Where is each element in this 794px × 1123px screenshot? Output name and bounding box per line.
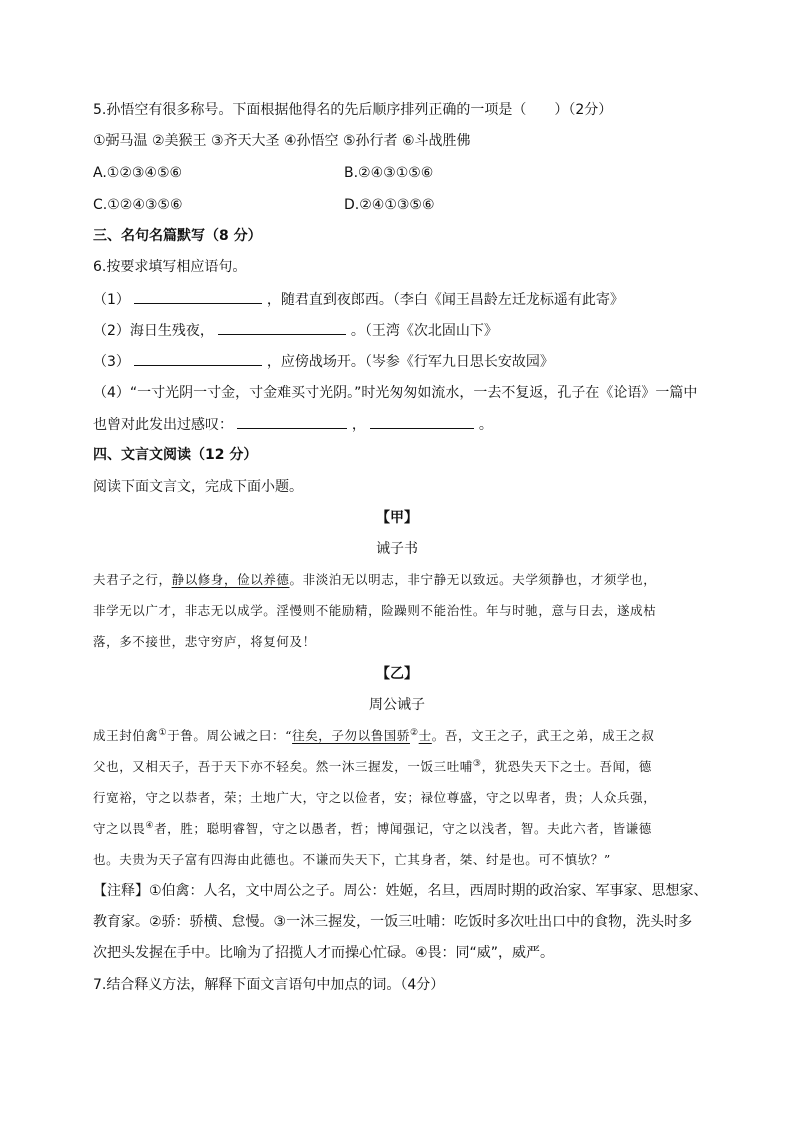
q6-item-3-number: （3） [93, 354, 130, 370]
passage-yi-line3: 行宽裕，守之以恭者，荣；土地广大，守之以俭者，安；禄位尊盛，守之以卑者，贵；人众兵强， [93, 790, 657, 805]
yi-line2-b: ，犹恐失天下之士。吾闻，德 [481, 759, 652, 774]
answer-blank-4b[interactable] [370, 414, 474, 429]
q5-stem: 5.孙悟空有很多称号。下面根据他得名的先后顺序排列正确的一项是（ ）（2分） [93, 102, 613, 118]
q6-item-1 [93, 289, 624, 310]
passage-yi-line2 [93, 757, 652, 777]
jia-line1-post: 。非淡泊无以明志，非宁静无以致远。夫学须静也，才须学也， [289, 572, 657, 587]
passage-yi-title: 周公诫子 [369, 697, 425, 713]
q6-item-2-tail: 。（王湾《次北固山下》 [350, 323, 498, 339]
note-marker-3: ③ [472, 758, 482, 769]
q6-item-4-end: 。 [478, 417, 493, 433]
q6-item-4-prompt: 也曾对此发出过感叹： [93, 417, 233, 433]
answer-blank-2[interactable] [218, 320, 346, 335]
q5-option-a: A.①②③④⑤⑥ [93, 165, 183, 181]
q6-item-4-comma: ， [351, 417, 366, 433]
annotation-line1: 【注释】①伯禽：人名，文中周公之子。周公：姓姬，名旦，西周时期的政治家、军事家、思想家、 [93, 883, 708, 899]
yi-line4-b: 者，胜；聪明睿智，守之以愚者，哲；博闻强记，守之以浅者，智。夫此六者，皆谦德 [154, 821, 652, 836]
annotation-line3: 次把头发握在手中。比喻为了招揽人才而操心忙碌。④畏：同“威”，威严。 [93, 945, 555, 961]
note-marker-1: ① [158, 727, 168, 738]
q6-item-4-line2 [93, 414, 493, 435]
note-marker-2: ② [410, 727, 419, 738]
passage-jia-line3: 落，多不接世，悲守穷庐，将复何及！ [93, 634, 316, 649]
passage-yi-line4 [93, 819, 652, 839]
section4-heading: 四、文言文阅读（12 分） [93, 447, 258, 463]
jia-line1-pre: 夫君子之行， [93, 572, 172, 587]
q5-option-b: B.②④③①⑤⑥ [344, 165, 434, 181]
section3-heading: 三、名句名篇默写（8 分） [93, 228, 262, 244]
q6-item-2-text: （2）海日生残夜， [93, 323, 214, 339]
annotation-line2: 教育家。②骄：骄横、怠慢。③一沐三握发，一饭三吐哺：吃饭时多次吐出口中的食物，洗头时多 [93, 914, 693, 930]
q5-option-c: C.①②④③⑤⑥ [93, 197, 183, 213]
passage-yi-line5: 也。夫贵为天子富有四海由此德也。不谦而失天下，亡其身者，桀、纣是也。可不慎欤？” [93, 852, 611, 867]
jia-underlined-phrase: 静以修身，俭以养德 [171, 572, 290, 587]
q6-item-2 [93, 320, 498, 341]
q6-item-3 [93, 351, 554, 372]
q6-item-3-tail: ，应傍战场开。（岑参《行军九日思长安故园》 [266, 354, 554, 370]
yi-underlined-end: 士 [418, 728, 432, 743]
q5-option-d: D.②④①③⑤⑥ [344, 197, 435, 213]
q7-stem: 7.结合释义方法，解释下面文言语句中加点的词。（4分） [93, 977, 445, 993]
passage-jia-label: 【甲】 [376, 510, 418, 526]
answer-blank-1[interactable] [134, 289, 262, 304]
yi-underlined-phrase: 往矣，子勿以鲁国骄 [292, 728, 410, 743]
answer-blank-3[interactable] [134, 351, 262, 366]
q6-item-4-line1: （4）“一寸光阴一寸金，寸金难买寸光阴。”时光匆匆如流水，一去不复返，孔子在《论语》一篇中 [93, 385, 698, 401]
passage-jia-line1 [93, 570, 656, 590]
yi-line1-a: 成王封伯禽 [93, 728, 159, 743]
q6-item-1-text: ，随君直到夜郎西。（李白《闻王昌龄左迁龙标遥有此寄》 [266, 292, 624, 308]
passage-yi-line1 [93, 726, 654, 746]
note-marker-4: ④ [145, 820, 155, 831]
section4-intro: 阅读下面文言文，完成下面小题。 [93, 479, 303, 495]
passage-jia-line2: 非学无以广才，非志无以成学。淫慢则不能励精，险躁则不能治性。年与时驰，意与日去，遂成枯 [93, 603, 657, 618]
q6-item-1-number: （1） [93, 292, 130, 308]
q5-items: ①弼马温 ②美猴王 ③齐天大圣 ④孙悟空 ⑤孙行者 ⑥斗战胜佛 [93, 133, 471, 149]
yi-line4-a: 守之以畏 [93, 821, 146, 836]
passage-jia-title: 诫子书 [376, 541, 418, 557]
answer-blank-4a[interactable] [237, 414, 347, 429]
yi-line2-a: 父也，又相天子，吾于天下亦不轻矣。然一沐三握发，一饭三吐哺 [93, 759, 473, 774]
yi-line1-b: 于鲁。周公诫之曰：“ [167, 728, 293, 743]
passage-yi-label: 【乙】 [376, 666, 418, 682]
yi-line1-c: 。吾，文王之子，武王之弟，成王之叔 [431, 728, 655, 743]
q6-stem: 6.按要求填写相应语句。 [93, 259, 247, 275]
